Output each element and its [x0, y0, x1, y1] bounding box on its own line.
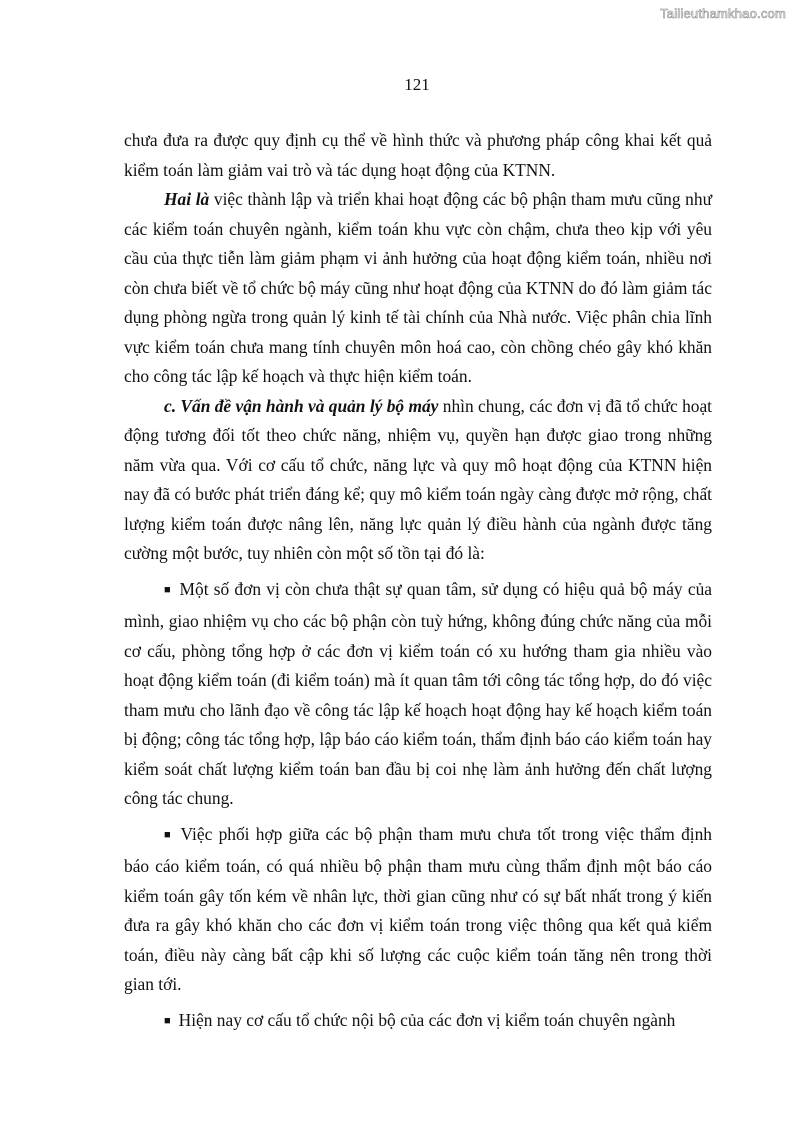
document-body [124, 126, 712, 1038]
bullet-icon: ■ [164, 583, 172, 596]
paragraph-2 [124, 185, 712, 392]
paragraph-1: chưa đưa ra được quy định cụ thể về hình thức và phương pháp công khai kết quả kiểm toán làm giảm vai trò và tác dụng hoạt động của KTNN. [124, 130, 712, 180]
bullet-text: Việc phối hợp giữa các bộ phận tham mưu chưa tốt trong việc thẩm định báo cáo kiểm toán, có quá nhiều bộ phận tham mưu cùng thẩm định một báo cáo kiểm toán gây tốn kém về nhân lực, thời gian cũng như có sự bất nhất trong ý kiến đưa ra gây khó khăn cho các đơn vị kiểm toán trong việc thông qua kết quả kiểm toán, điều này càng bất cập khi số lượng các cuộc kiểm toán tăng nên trong thời gian tới. [124, 823, 712, 994]
paragraph-2-text: việc thành lập và triển khai hoạt động các bộ phận tham mưu cũng như các kiểm toán chuyên ngành, kiểm toán khu vực còn chậm, chưa theo kịp với yêu cầu của thực tiễn làm giảm phạm vi ảnh hưởng của hoạt động kiểm toán, nhiều nơi còn chưa biết về tổ chức bộ máy cũng như hoạt động của KTNN do đó làm giảm tác dụng phòng ngừa trong quản lý kinh tế tài chính của Nhà nước. Việc phân chia lĩnh vực kiểm toán chưa mang tính chuyên môn hoá cao, còn chồng chéo gây khó khăn cho công tác lập kế hoạch và thực hiện kiểm toán. [124, 189, 713, 386]
bullet-text: Hiện nay cơ cấu tổ chức nội bộ của các đơn vị kiểm toán chuyên ngành [178, 1009, 676, 1030]
page-number: 121 [404, 75, 430, 94]
bullet-icon: ■ [164, 828, 173, 841]
bullet-item-1 [124, 575, 712, 814]
bullet-item-2 [124, 820, 712, 1000]
bullet-icon: ■ [164, 1014, 171, 1027]
paragraph-2-lead: Hai là [164, 189, 210, 209]
paragraph-3-text: nhìn chung, các đơn vị đã tổ chức hoạt động tương đối tốt theo chức năng, nhiệm vụ, quyền hạn được giao trong những năm vừa qua. Với cơ cấu tổ chức, năng lực và quy mô hoạt động của KTNN hiện nay đã có bước phát triển đáng kể; quy mô kiểm toán ngày càng được mở rộng, chất lượng kiểm toán được nâng lên, năng lực quản lý điều hành của ngành được tăng cường một bước, tuy nhiên còn một số tồn tại đó là: [124, 395, 713, 563]
bullet-text: Một số đơn vị còn chưa thật sự quan tâm, sử dụng có hiệu quả bộ máy của mình, giao nhiệm vụ cho các bộ phận còn tuỳ hứng, không đúng chức năng của mỗi cơ cấu, phòng tổng hợp ở các đơn vị kiểm toán có xu hướng tham gia nhiều vào hoạt động kiểm toán (đi kiểm toán) mà ít quan tâm tới công tác tổng hợp, do đó việc tham mưu cho lãnh đạo về công tác lập kế hoạch hoạt động hay kế hoạch kiểm toán bị động; công tác tổng hợp, lập báo cáo kiểm toán, thẩm định báo cáo kiểm toán hay kiểm soát chất lượng kiểm toán ban đầu bị coi nhẹ làm ảnh hưởng đến chất lượng công tác chung. [124, 578, 712, 808]
paragraph-3 [124, 392, 712, 569]
section-heading: c. Vấn đề vận hành và quản lý bộ máy [164, 395, 439, 416]
bullet-item-3 [124, 1006, 712, 1039]
watermark: Tailieuthamkhao.com [660, 6, 786, 21]
